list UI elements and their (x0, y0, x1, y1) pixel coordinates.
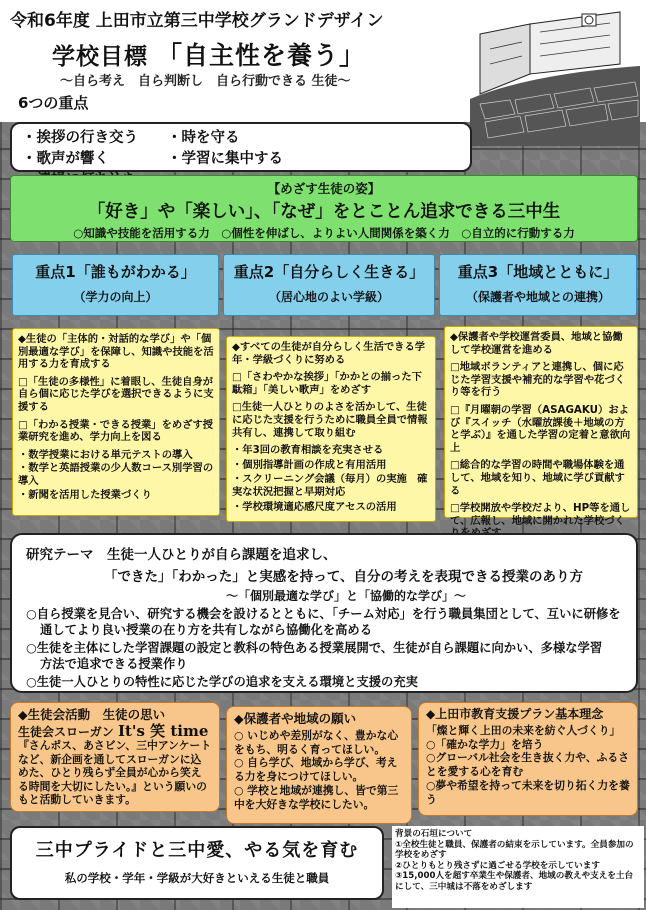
detail-item: ◆保護者や学校運営委員、地域と協働して学校運営を進める (450, 331, 623, 356)
focus-1-title: 重点1「誰もがわかる」 (35, 263, 196, 281)
stone-note-item: ③15,000人を超す卒業生や保護者、地域の教えや支えを土台にして、三中城は不落をめざします (395, 871, 634, 892)
city-plan-title: ◆上田市教育支援プラン基本理念 (426, 707, 604, 721)
points-col-1 (22, 128, 162, 170)
research-item-text: ○生徒を主体にした学習課題の設定と教科の特色ある授業展開で、生徒が自ら課題に向かい、多様な学習 (26, 641, 603, 655)
detail-item: □地域ボランティアと連携し、個に応じた学習支援や補充的な学習や花づくり等を行う (450, 361, 626, 399)
slogan-label: 生徒会スローガン (18, 724, 114, 739)
ideal-student-box (10, 175, 638, 242)
focus-3-title: 重点3「地域とともに」 (457, 263, 619, 281)
detail-item: □総合的な学習の時間や職場体験を通して、地域を知り、地域に学び貢献する (450, 459, 625, 497)
goal-subtitle: ～自ら考え 自ら判断し 自ら行動できる 生徒～ (60, 74, 351, 89)
detail-item: □「わかる授業・できる授業」をめざす授業研究を進め、学力向上を図る (18, 418, 214, 444)
detail-item: □「生徒の多様性」に着眼し、生徒自身が自ら個に応じた学びを選択できるように支援する (18, 375, 214, 413)
detail-item: ・数学授業における単元テストの導入 (18, 448, 193, 461)
city-plan-item: ○グローバル社会を生き抜く力や、ふるさとを愛する心を育む (426, 751, 630, 779)
point-item: ・挨拶の行き交う (22, 130, 138, 146)
focus-3-box (439, 254, 637, 316)
focus-3-subtitle: （保護者や地域との連携） (465, 290, 610, 304)
focus-2-subtitle: （居心地のよい学級） (268, 290, 389, 304)
focus-3-details (444, 326, 638, 527)
research-item (26, 675, 622, 691)
research-item-text-cont: 通してより良い授業の在り方を共有しながら協働化を高める (40, 622, 373, 637)
student-council-slogan (18, 721, 212, 740)
six-points-label: 6つの重点 (18, 94, 89, 112)
point-item: ・時を守る (167, 130, 240, 146)
six-points-box (10, 122, 472, 172)
research-item (26, 607, 622, 638)
ideal-student-label: 【めざす生徒の姿】 (267, 181, 381, 196)
guardian-wish-item: ○ いじめや差別がなく、豊かな心をもち、明るく育ってほしい。 (234, 728, 399, 756)
focus-2-details (226, 336, 436, 522)
detail-item: ・年3回の教育相談を充実させる (232, 444, 384, 457)
detail-item: □『月曜朝の学習（ASAGAKU）および『スイッチ（水曜放課後＋地域の方と学ぶ）』を通した学習の定着と意欲向上 (450, 403, 631, 454)
ideal-student-abilities: ○知識や技能を活用する力 ○個性を伸ばし、よりよい人間関係を築く力 ○自立的に行動する力 (73, 226, 575, 240)
guardian-wish-item: ○ 学校と地域が連携し、皆で第三中を大好きな学校にしたい。 (234, 783, 399, 811)
stone-note-title: 背景の石垣について (395, 829, 473, 839)
point-item: ・学習に集中する (167, 151, 284, 167)
city-plan-item: ○「確かな学力」を培う (426, 737, 544, 751)
detail-item: ◆生徒の「主体的・対話的な学び」や「個別最適な学び」を保障し、知識や技能を活用する力を育成する (18, 333, 214, 371)
stone-wall-note (392, 826, 644, 908)
detail-item: ・新聞を活用した授業づくり (18, 488, 152, 501)
detail-item: □「さわやかな挨拶」「かかとの揃った下駄箱」「美しい歌声」をめざす (232, 371, 422, 396)
ideal-student-headline: 「好き」や「楽しい」、「なぜ」をとことん追求できる三中生 (87, 202, 561, 222)
school-castle-illustration-icon (470, 4, 640, 146)
research-theme-box (10, 533, 638, 693)
pride-subtitle: 私の学校・学年・学級が大好きといえる生徒と職員 (64, 871, 330, 885)
detail-item: □生徒一人ひとりのよさを活かして、生徒に応じた支援を行うために職員全員で情報共有し、連携して取り組む (232, 401, 428, 439)
focus-1-box (12, 254, 219, 316)
guardian-wishes-box (226, 706, 412, 824)
slogan-text: It's 笑 time (117, 721, 209, 740)
focus-1-subtitle: （学力の向上） (73, 290, 158, 304)
research-theme-line-3: ～「個別最適な学び」と「協働的な学び」～ (226, 589, 467, 603)
research-item-text-cont: 方法で追求できる授業作り (40, 656, 188, 671)
point-item: ・歌声が響く (22, 151, 109, 167)
focus-2-box (223, 254, 435, 316)
focus-2-title: 重点2「自分らしく生きる」 (233, 263, 425, 281)
student-council-title: ◆生徒会活動 生徒の思い (18, 707, 166, 722)
stone-note-item: ②ひとりもとり残さずに過ごせる学校を示しています (395, 860, 600, 871)
city-plan-item: ○夢や希望を持って未来を切り拓く力を養う (426, 778, 630, 806)
research-item-text: ○自ら授業を見合い、研究する機会を設けるとともに、「チーム対応」を行う職員集団として、互いに研修を (26, 607, 621, 621)
detail-item: ・個別指導計画の作成と有用活用 (232, 458, 387, 471)
school-goal (52, 36, 365, 72)
focus-1-details (12, 328, 220, 516)
research-theme-line-1: 研究テーマ 生徒一人ひとりが自ら課題を追求し、 (26, 547, 337, 563)
research-theme-line-2: 「できた」「わかった」と実感を持って、自分の考えを表現できる授業のあり方 (104, 569, 583, 585)
detail-item: ・数学と英語授業の少人数コース別学習の導入 (18, 462, 214, 487)
pride-box (10, 826, 384, 900)
student-council-box (10, 702, 220, 812)
detail-item: ・スクリーニング会議（毎月）の実施 確実な状況把握と早期対応 (232, 473, 428, 498)
city-plan-box (418, 702, 638, 816)
detail-item: ・学校環境適応感尺度アセスの活用 (232, 500, 397, 513)
detail-item: ◆すべての生徒が自分らしく生活できる学年・学級づくりに努める (232, 341, 426, 366)
goal-text: 「自主性を養う」 (157, 41, 366, 70)
student-council-text: 『さんポス、あさビン、三中アンケートなど、新企画を通してスローガンに込めた、ひとり残らず全員が心から笑える時間を大切にしたい。』という願いのもと活動していきます。 (18, 739, 212, 806)
guardian-wish-item: ○ 自ら学び、地域から学び、考える力を身につけてほしい。 (234, 756, 398, 784)
pride-headline: 三中プライドと三中愛、やる気を育む (35, 840, 359, 861)
city-plan-subtitle: 「燦と輝く上田の未来を紡ぐ人づくり」 (426, 723, 621, 737)
goal-prefix: 学校目標 (52, 43, 148, 70)
guardian-wishes-title: ◆保護者や地域の願い (234, 711, 357, 726)
research-item-text: ○生徒一人ひとりの特性に応じた学びの追求を支える環境と支援の充実 (26, 675, 418, 689)
research-item (26, 641, 622, 672)
detail-item: □学校開放や学校だより、HP等を通して、広報し、地域に開かれた学校づく (450, 502, 631, 527)
points-col-2 (167, 128, 312, 170)
stone-note-item: ①全校生徒と職員、保護者の結束を示しています。全員参加の学校をめざす (395, 839, 634, 861)
page-title: 令和6年度 上田市立第三中学校グランドデザイン (10, 11, 384, 31)
